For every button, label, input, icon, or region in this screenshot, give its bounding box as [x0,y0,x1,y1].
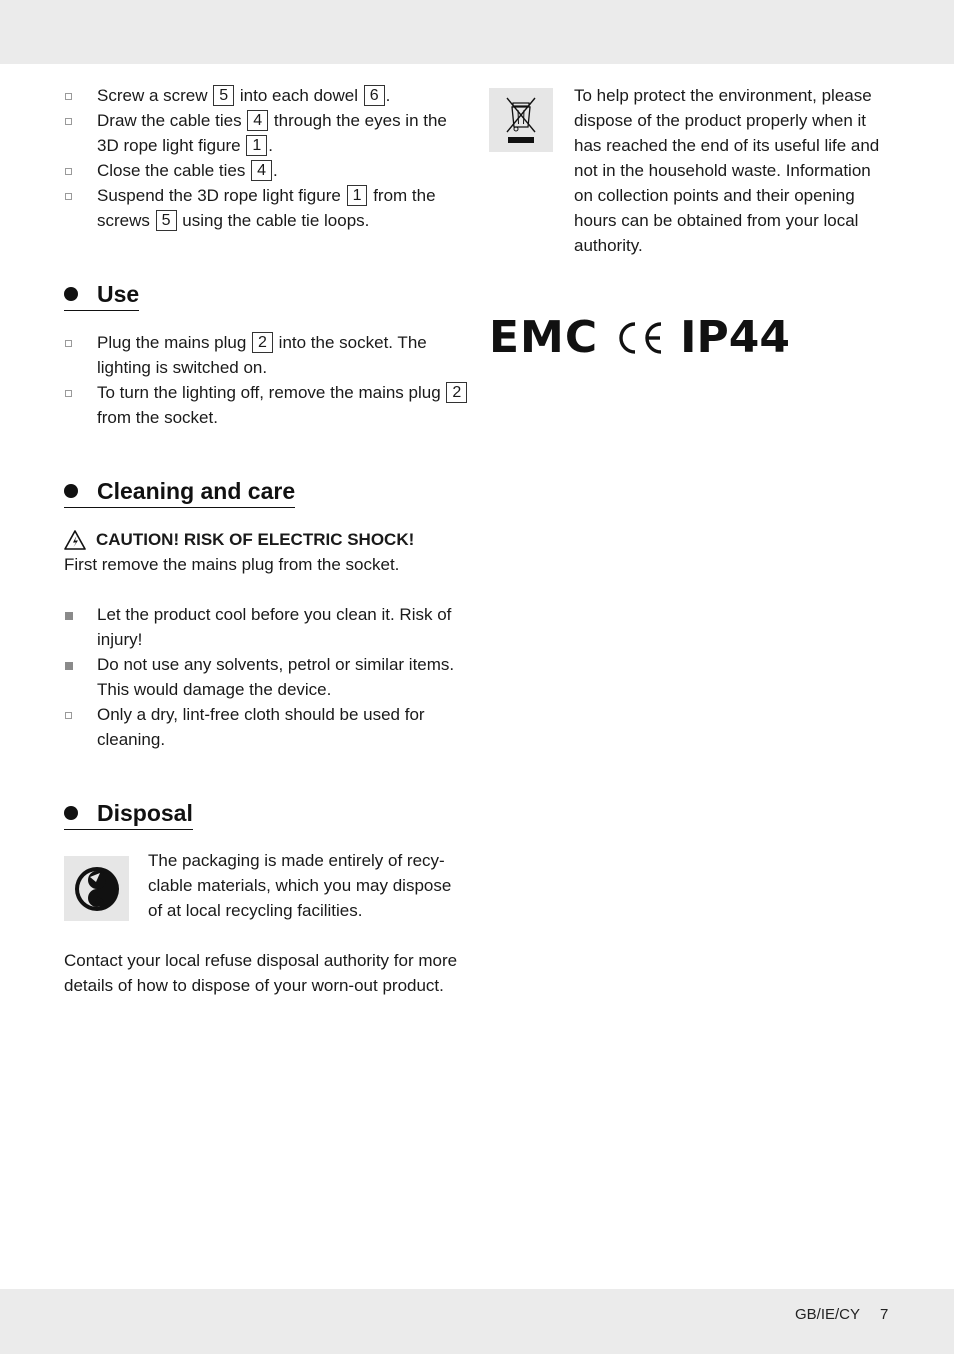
page-number: 7 [880,1306,889,1323]
crossed-out-bin-icon [489,88,553,152]
hollow-square-bullet-icon [65,390,72,397]
use-section [64,279,469,430]
step-text: from the screws [97,186,436,230]
cleaning-heading [64,476,469,508]
step-text: . [268,136,274,155]
heading-bullet-icon [64,806,78,820]
step-text: Draw the cable ties [97,111,247,130]
contact-text: Contact your local refuse disposal authority for more details of how to dispose of your worn-out product. [64,951,458,995]
caution-text: First remove the mains plug from the socket. [64,555,400,574]
step-text: To turn the lighting off, remove the mains plug [97,383,446,402]
step-text: Close the cable ties [97,161,251,180]
left-column [64,83,469,998]
disposal-heading-text: Disposal [97,800,193,826]
step-text: Suspend the 3D rope light figure [97,186,346,205]
step-text: Only a dry, lint-free cloth should be used for cleaning. [97,705,425,749]
hollow-square-bullet-icon [65,168,72,175]
part-reference-number: 6 [364,85,385,106]
disposal-section [64,798,469,998]
step-text: Do not use any solvents, petrol or similar items. This would damage the device. [97,655,455,699]
green-dot-recycle-icon [64,856,129,921]
step-text: Plug the mains plug [97,333,252,352]
cleaning-section [64,476,469,752]
list-item [64,183,469,233]
step-text: into each dowel [235,86,363,105]
heading-bullet-icon [64,287,78,301]
footer-region: GB/IE/CY [795,1306,861,1323]
part-reference-number: 5 [213,85,234,106]
certification-marks [489,312,909,363]
filled-square-bullet-icon [65,662,73,670]
weee-text: To help protect the environment, please dispose of the product properly when it has reached the end of its useful life and not in the household waste. Information on collection points and their opening hours can be obtained from your local authority. [574,86,880,255]
list-item [64,158,469,183]
part-reference-number: 2 [252,332,273,353]
hollow-square-bullet-icon [65,712,72,719]
part-reference-number: 1 [347,185,368,206]
hollow-square-bullet-icon [65,340,72,347]
weee-block [489,83,909,258]
use-steps [64,330,469,430]
list-item [64,330,469,380]
list-item [64,380,469,430]
part-reference-number: 4 [247,110,268,131]
step-text: . [385,86,391,105]
warning-triangle-icon [64,530,86,550]
step-text: from the socket. [97,408,218,427]
header-band [0,0,954,64]
caution-title: CAUTION! RISK OF ELECTRIC SHOCK! [96,530,415,549]
packaging-text: The packaging is made entirely of recy-clable materials, which you may dispose of at local recycling facilities. [148,851,452,920]
step-text: . [273,161,278,180]
part-reference-number: 2 [446,382,467,403]
list-item [64,108,469,158]
hollow-square-bullet-icon [65,93,72,100]
cleaning-heading-text: Cleaning and care [97,478,296,504]
right-column [489,83,909,363]
use-heading [64,279,469,311]
step-text: through the eyes in the 3D rope light figure [97,111,447,155]
use-heading-text: Use [97,281,140,307]
part-reference-number: 1 [246,135,267,156]
part-reference-number: 5 [156,210,177,231]
list-item [64,83,469,108]
step-text: Let the product cool before you clean it. Risk of injury! [97,605,452,649]
ip44-mark: IP44 [680,312,790,363]
assembly-steps [64,83,469,233]
hollow-square-bullet-icon [65,118,72,125]
heading-bullet-icon [64,484,78,498]
part-reference-number: 4 [251,160,272,181]
emc-mark: EMC [489,312,599,363]
filled-square-bullet-icon [65,612,73,620]
list-item [64,702,469,752]
step-text: into the socket. The lighting is switched on. [97,333,427,377]
step-text: Screw a screw [97,86,213,105]
caution-line [64,528,469,552]
ce-mark-icon [614,318,666,358]
step-text: using the cable tie loops. [177,211,370,230]
disposal-heading [64,798,469,830]
list-item [64,602,469,652]
packaging-block [64,848,469,923]
list-item [64,652,469,702]
cleaning-steps [64,602,469,752]
hollow-square-bullet-icon [65,193,72,200]
